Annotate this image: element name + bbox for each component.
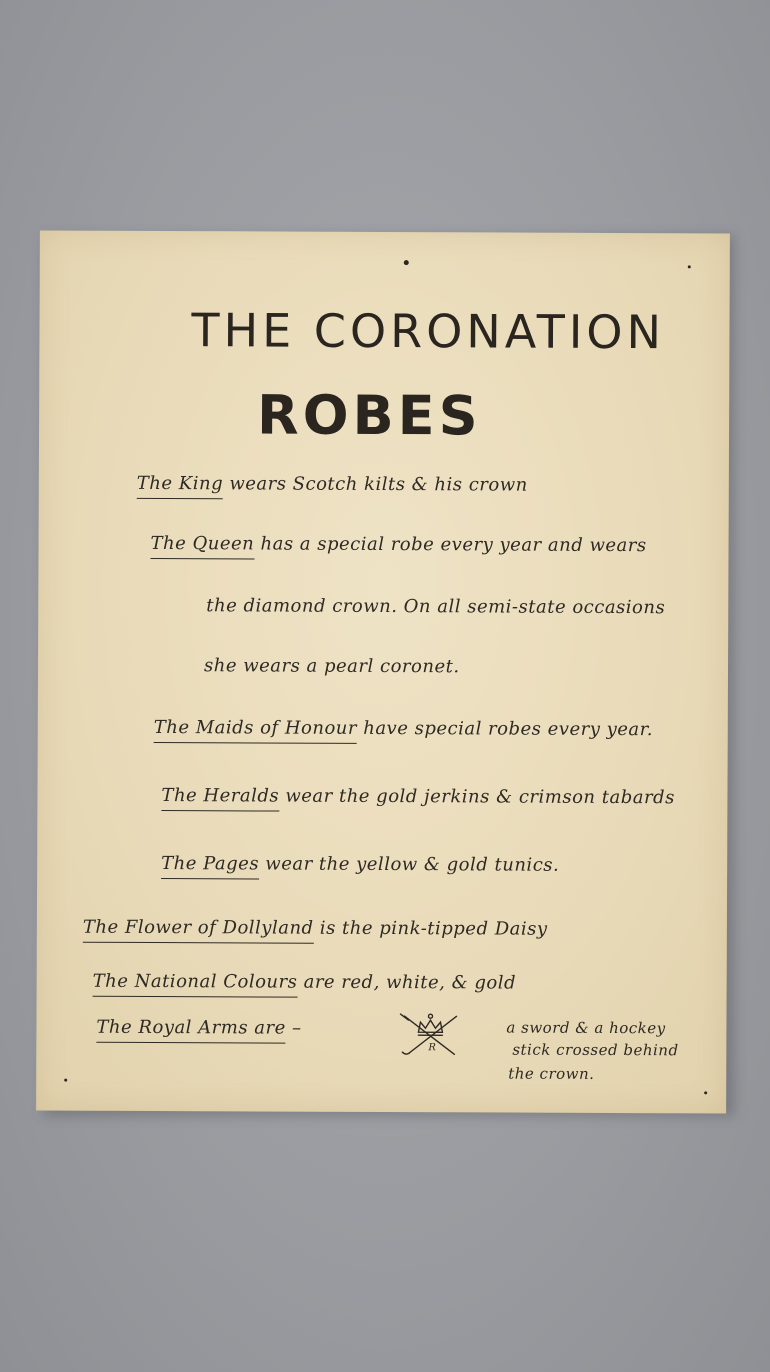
text-heralds: wear the gold jerkins & crimson tabards <box>285 785 675 809</box>
pin-hole <box>64 1079 67 1082</box>
text-maids: have special robes every year. <box>363 717 654 741</box>
pin-hole <box>688 265 691 268</box>
arms-note-1: a sword & a hockey <box>506 1018 666 1038</box>
text-pages: wear the yellow & gold tunics. <box>265 853 560 876</box>
line-queen-cont-2 <box>204 655 460 677</box>
subject-colours: The National Colours <box>93 971 298 998</box>
title-line-1: THE CORONATION <box>191 303 666 360</box>
subject-arms: The Royal Arms are <box>96 1017 285 1044</box>
pin-hole <box>704 1091 707 1094</box>
line-queen <box>151 533 647 556</box>
subject-maids: The Maids of Honour <box>154 717 357 744</box>
text-queen-cont-1: the diamond crown. On all semi-state occasions <box>206 595 666 619</box>
text-flower: is the pink-tipped Daisy <box>319 917 548 940</box>
sword-hilt <box>400 1014 408 1020</box>
subject-heralds: The Heralds <box>161 785 279 812</box>
subject-king: The King <box>137 473 223 499</box>
text-queen-cont-2: she wears a pearl coronet. <box>203 655 460 678</box>
subject-flower: The Flower of Dollyland <box>83 917 314 944</box>
line-arms <box>96 1017 301 1039</box>
arms-note-2: stick crossed behind <box>512 1040 679 1060</box>
text-king: wears Scotch kilts & his crown <box>229 473 528 496</box>
line-flower <box>83 917 548 940</box>
subject-pages: The Pages <box>161 853 259 879</box>
text-arms: – <box>292 1017 302 1039</box>
arms-letter: R <box>428 1042 436 1054</box>
text-colours: are red, white, & gold <box>303 971 517 994</box>
line-colours <box>93 971 516 994</box>
line-queen-cont-1 <box>206 595 665 618</box>
arms-note-3: the crown. <box>508 1064 595 1083</box>
pin-hole <box>404 260 409 265</box>
text-queen: has a special robe every year and wears <box>260 533 647 557</box>
royal-arms-drawing <box>390 1010 470 1058</box>
subject-queen: The Queen <box>150 533 254 559</box>
line-pages <box>161 853 559 876</box>
handwritten-page <box>36 230 730 1113</box>
crown-jewel <box>428 1014 432 1018</box>
line-heralds <box>161 785 674 808</box>
title-line-2: ROBES <box>256 383 482 448</box>
line-king <box>137 473 528 496</box>
line-maids <box>154 717 653 740</box>
